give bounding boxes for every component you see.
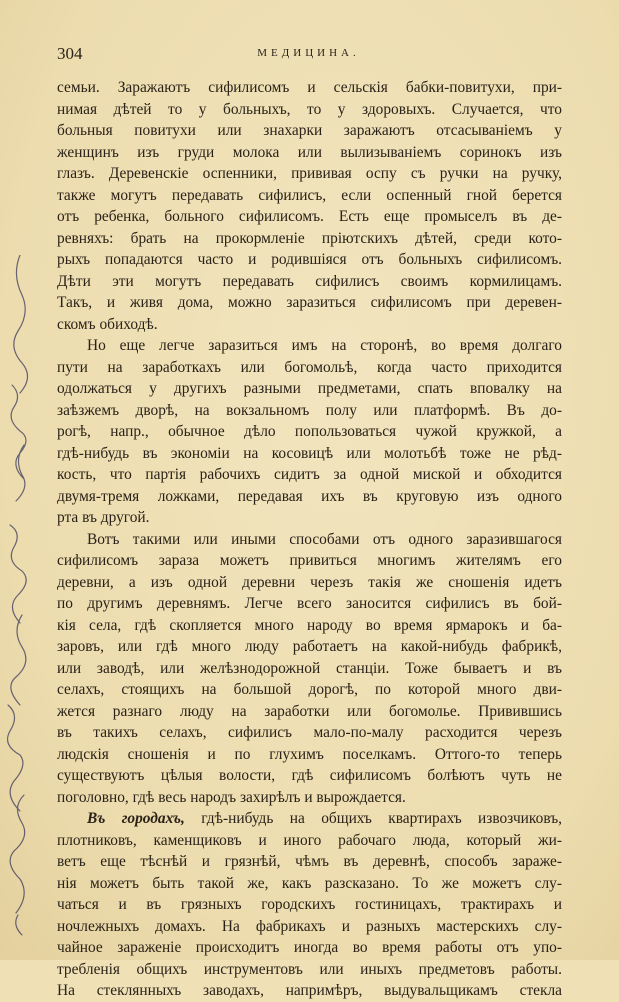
text-line: двумя-тремя ложками, передавая ихъ въ круговую изъ одного [57, 487, 562, 505]
text-line: гдѣ-нибудь въ экономіи на косовицѣ или молотьбѣ тоже не рѣд- [57, 444, 562, 462]
text-line: существуютъ цѣлыя волости, гдѣ сифилисомъ болѣютъ чуть не [57, 767, 562, 784]
text-line: людскія сношенія и по глухимъ поселкамъ. Оттого-то теперь [57, 745, 562, 763]
text-line: глазъ. Деревенскіе оспенники, прививая оспу съ ручки на ручку, [57, 165, 562, 182]
text-line: одолжаться у другихъ разными предметами, спать вповалку на [57, 380, 562, 397]
text-line: селахъ, стоящихъ на большой дорогѣ, по которой много дви- [57, 681, 562, 698]
text-line: деревни, а изъ одной деревни черезъ такія же сношенія идетъ [57, 573, 562, 591]
text-line: по другимъ деревнямъ. Легче всего заносится сифилисъ въ бой- [57, 595, 562, 612]
text-line: кія села, гдѣ скопляется много народу во время ярмарокъ и ба- [57, 616, 562, 634]
text-line: или заводѣ, или желѣзнодорожной станціи. Тоже бываетъ и въ [57, 659, 562, 677]
text-line: пути на заработкахъ или богомольѣ, когда часто приходится [57, 358, 562, 376]
text-line: жется разнаго люду на заработки или богомолье. Привившись [57, 702, 562, 720]
text-line-rest: гдѣ-нибудь на общихъ квартирахъ извозчиковъ, [184, 810, 562, 827]
text-line: скомъ обиходѣ. [57, 315, 158, 333]
text-line: Но еще легче заразиться имъ на сторонѣ, во время долгаго [87, 337, 562, 354]
text-line [57, 808, 562, 830]
body-text [57, 77, 562, 1002]
text-line: Такъ, и живя дома, можно заразиться сифилисомъ при деревен- [57, 294, 562, 311]
page-header [57, 44, 560, 64]
text-line: Дѣти эти могутъ передавать сифилисъ своимъ кормилицамъ. [57, 272, 562, 290]
text-line: чаться и въ грязныхъ городскихъ гостиницахъ, трактирахъ и [57, 896, 562, 913]
text-line: Вотъ такими или иными способами отъ одного заразившагося [87, 530, 562, 548]
text-line: ветъ еще тѣснѣй и грязнѣй, чѣмъ въ деревнѣ, способъ зараже- [57, 853, 562, 870]
text-line: отъ ребенка, больного сифилисомъ. Есть еще промыселъ въ де- [57, 208, 562, 225]
text-line: ночлежныхъ домахъ. На фабрикахъ и разныхъ мастерскихъ слу- [57, 917, 562, 935]
handwriting-scribble [0, 255, 38, 945]
text-line: рогѣ, напр., обычное дѣло попользоваться чужой кружкой, а [57, 423, 562, 440]
text-line: кость, что партія рабочихъ сидитъ за одной миской и обходится [57, 466, 562, 483]
emphasis-in-cities: Въ городахъ, [87, 810, 185, 827]
page-number: 304 [57, 44, 83, 63]
text-line: ревняхъ: брать на прокормленіе пріютскихъ дѣтей, среди кото- [57, 229, 562, 247]
text-line: въ такихъ селахъ, сифилисъ мало-по-малу расходится черезъ [57, 724, 562, 741]
text-line: женщинъ изъ груди молока или вылизываніемъ соринокъ изъ [57, 143, 562, 161]
text-line: нія можетъ быть такой же, какъ разсказано. То же можетъ слу- [57, 874, 562, 892]
text-line: чайное зараженіе происходитъ иногда во время работы отъ упо- [57, 939, 562, 956]
text-line: семьи. Заражаютъ сифилисомъ и сельскія бабки-повитухи, при- [57, 79, 562, 96]
text-line: больныя повитухи или знахарки заражаютъ отсасываніемъ у [57, 122, 562, 139]
text-line: заровъ, или гдѣ много люду работаетъ на какой-нибудь фабрикѣ, [57, 638, 562, 655]
text-line: поголовно, гдѣ весь народъ захирѣлъ и вырождается. [57, 788, 406, 806]
text-line: На стеклянныхъ заводахъ, напримѣръ, выдувальщикамъ стекла [57, 982, 562, 999]
text-line: также могутъ передавать сифилисъ, если оспенный гной берется [57, 186, 562, 204]
text-line: нимая дѣтей то у больныхъ, то у здоровыхъ. Случается, что [57, 100, 562, 118]
text-line: плотниковъ, каменщиковъ и иного рабочаго люда, который жи- [57, 831, 562, 849]
text-line: сифилисомъ зараза можетъ привиться многимъ жителямъ его [57, 552, 562, 569]
text-line: рыхъ попадаются часто и родившіяся отъ больныхъ сифилисомъ. [57, 251, 562, 268]
text-line: заѣзжемъ дворѣ, на вокзальномъ полу или платформѣ. Въ до- [57, 401, 562, 419]
text-line: требленія общихъ инструментовъ или иныхъ предметовъ работы. [57, 960, 562, 978]
running-head: МЕДИЦИНА. [257, 47, 360, 59]
text-line: рта въ другой. [57, 509, 150, 526]
margin-handwriting [0, 255, 38, 945]
